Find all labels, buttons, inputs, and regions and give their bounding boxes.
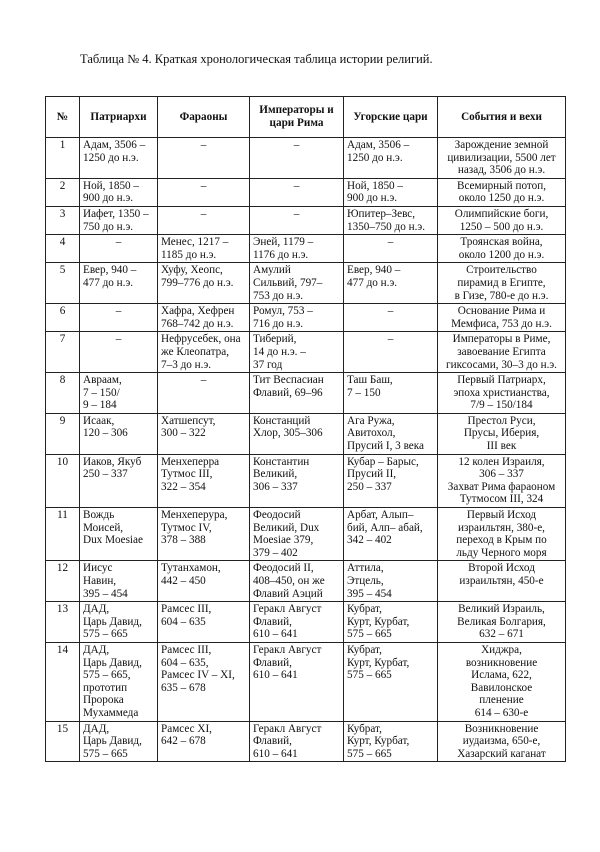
cell-events: Хиджра, возникновение Ислама, 622, Вавилонское пленение 614 – 630-е [438, 642, 566, 721]
table-caption: Таблица № 4. Краткая хронологическая таблица истории религий. [80, 52, 433, 66]
table-row [46, 263, 566, 304]
row-number: 12 [46, 561, 80, 602]
row-number: 14 [46, 642, 80, 721]
cell-events: Возникновение иудаизма, 650-е, Хазарский каганат [438, 721, 566, 762]
cell-events: Зарождение земной цивилизации, 5500 лет назад, 3506 до н.э. [438, 138, 566, 179]
cell-events: Строительство пирамид в Египте, в Гизе, 780-е до н.э. [438, 263, 566, 304]
cell-ugric-kings: Ной, 1850 – 900 до н.э. [344, 178, 438, 206]
cell-ugric-kings: Кубрат, Курт, Курбат, 575 – 665 [344, 642, 438, 721]
row-number: 15 [46, 721, 80, 762]
cell-events: Троянская война, около 1200 до н.э. [438, 235, 566, 263]
header-ugric-kings: Угорские цари [344, 97, 438, 138]
cell-emperors: Амулий Сильвий, 797– 753 до н.э. [250, 263, 344, 304]
cell-pharaohs: – [158, 373, 250, 414]
cell-ugric-kings: Евер, 940 – 477 до н.э. [344, 263, 438, 304]
table-row [46, 206, 566, 234]
cell-patriarchs: Авраам, 7 – 150/ 9 – 184 [80, 373, 158, 414]
cell-events: Олимпийские боги, 1250 – 500 до н.э. [438, 206, 566, 234]
table-row [46, 413, 566, 454]
cell-ugric-kings: – [344, 332, 438, 373]
table-row [46, 602, 566, 643]
cell-ugric-kings: Кубрат, Курт, Курбат, 575 – 665 [344, 602, 438, 643]
row-number: 11 [46, 508, 80, 561]
cell-emperors: Геракл Август Флавий, 610 – 641 [250, 642, 344, 721]
header-events: События и вехи [438, 97, 566, 138]
table-row [46, 642, 566, 721]
cell-patriarchs: – [80, 304, 158, 332]
table-row [46, 721, 566, 762]
cell-emperors: Феодосий II, 408–450, он же Флавий Аэций [250, 561, 344, 602]
cell-patriarchs: Адам, 3506 – 1250 до н.э. [80, 138, 158, 179]
cell-emperors: Константин Великий, 306 – 337 [250, 454, 344, 507]
cell-patriarchs: – [80, 332, 158, 373]
row-number: 10 [46, 454, 80, 507]
row-number: 6 [46, 304, 80, 332]
cell-pharaohs: Менес, 1217 – 1185 до н.э. [158, 235, 250, 263]
cell-patriarchs: Иаков, Якуб 250 – 337 [80, 454, 158, 507]
cell-pharaohs: – [158, 138, 250, 179]
table-row [46, 508, 566, 561]
cell-patriarchs: Вождь Моисей, Dux Moesiae [80, 508, 158, 561]
cell-pharaohs: Хатшепсут, 300 – 322 [158, 413, 250, 454]
table-header-row [46, 97, 566, 138]
cell-events: Престол Руси, Прусы, Иберия, III век [438, 413, 566, 454]
cell-ugric-kings: – [344, 235, 438, 263]
row-number: 5 [46, 263, 80, 304]
table-row [46, 178, 566, 206]
cell-pharaohs: Рамсес III, 604 – 635 [158, 602, 250, 643]
table-row [46, 138, 566, 179]
cell-ugric-kings: Юпитер–Зевс, 1350–750 до н.э. [344, 206, 438, 234]
cell-patriarchs: ДАД, Царь Давид, 575 – 665 [80, 721, 158, 762]
cell-pharaohs: – [158, 206, 250, 234]
cell-pharaohs: Менхеперра Тутмос III, 322 – 354 [158, 454, 250, 507]
cell-ugric-kings: Кубар – Барыс, Прусий II, 250 – 337 [344, 454, 438, 507]
cell-pharaohs: Рамсес III, 604 – 635, Рамсес IV – XI, 635 – 678 [158, 642, 250, 721]
row-number: 13 [46, 602, 80, 643]
cell-patriarchs: Исаак, 120 – 306 [80, 413, 158, 454]
header-emperors: Императоры и цари Рима [250, 97, 344, 138]
table-row [46, 304, 566, 332]
cell-events: Императоры в Риме, завоевание Египта гиксосами, 30–3 до н.э. [438, 332, 566, 373]
table-row [46, 561, 566, 602]
cell-events: Основание Рима и Мемфиса, 753 до н.э. [438, 304, 566, 332]
cell-pharaohs: Тутанхамон, 442 – 450 [158, 561, 250, 602]
cell-ugric-kings: Адам, 3506 – 1250 до н.э. [344, 138, 438, 179]
cell-patriarchs: ДАД, Царь Давид, 575 – 665 [80, 602, 158, 643]
cell-ugric-kings: Аттила, Этцель, 395 – 454 [344, 561, 438, 602]
cell-pharaohs: Рамсес XI, 642 – 678 [158, 721, 250, 762]
cell-events: Всемирный потоп, около 1250 до н.э. [438, 178, 566, 206]
cell-emperors: Тит Веспасиан Флавий, 69–96 [250, 373, 344, 414]
cell-patriarchs: Евер, 940 – 477 до н.э. [80, 263, 158, 304]
cell-patriarchs: – [80, 235, 158, 263]
table-row [46, 235, 566, 263]
table-row [46, 454, 566, 507]
cell-ugric-kings: Ага Ружа, Авитохол, Прусий I, 3 века [344, 413, 438, 454]
cell-ugric-kings: Кубрат, Курт, Курбат, 575 – 665 [344, 721, 438, 762]
row-number: 4 [46, 235, 80, 263]
cell-events: Второй Исход израильтян, 450-е [438, 561, 566, 602]
header-pharaohs: Фараоны [158, 97, 250, 138]
cell-emperors: Феодосий Великий, Dux Moesiae 379, 379 – 402 [250, 508, 344, 561]
row-number: 7 [46, 332, 80, 373]
cell-patriarchs: Ной, 1850 – 900 до н.э. [80, 178, 158, 206]
cell-patriarchs: Иисус Навин, 395 – 454 [80, 561, 158, 602]
cell-pharaohs: Хафра, Хефрен 768–742 до н.э. [158, 304, 250, 332]
cell-pharaohs: Нефрусебек, она же Клеопатра, 7–3 до н.э. [158, 332, 250, 373]
cell-pharaohs: – [158, 178, 250, 206]
cell-emperors: Эней, 1179 – 1176 до н.э. [250, 235, 344, 263]
header-number: № [46, 97, 80, 138]
row-number: 9 [46, 413, 80, 454]
header-patriarchs: Патриархи [80, 97, 158, 138]
cell-emperors: – [250, 138, 344, 179]
row-number: 2 [46, 178, 80, 206]
cell-events: 12 колен Израиля, 306 – 337 Захват Рима фараоном Тутмосом III, 324 [438, 454, 566, 507]
table-row [46, 332, 566, 373]
cell-emperors: Геракл Август Флавий, 610 – 641 [250, 602, 344, 643]
cell-ugric-kings: – [344, 304, 438, 332]
row-number: 3 [46, 206, 80, 234]
cell-ugric-kings: Арбат, Алып– бий, Алп– абай, 342 – 402 [344, 508, 438, 561]
cell-emperors: – [250, 206, 344, 234]
row-number: 8 [46, 373, 80, 414]
cell-emperors: Констанций Хлор, 305–306 [250, 413, 344, 454]
cell-ugric-kings: Таш Баш, 7 – 150 [344, 373, 438, 414]
cell-pharaohs: Хуфу, Хеопс, 799–776 до н.э. [158, 263, 250, 304]
cell-emperors: – [250, 178, 344, 206]
cell-patriarchs: ДАД, Царь Давид, 575 – 665, прототип Пророка Мухаммеда [80, 642, 158, 721]
cell-pharaohs: Менхеперура, Тутмос IV, 378 – 388 [158, 508, 250, 561]
cell-events: Великий Израиль, Великая Болгария, 632 – 671 [438, 602, 566, 643]
cell-events: Первый Исход израильтян, 380-е, переход в Крым по льду Черного моря [438, 508, 566, 561]
cell-emperors: Ромул, 753 – 716 до н.э. [250, 304, 344, 332]
row-number: 1 [46, 138, 80, 179]
chronology-table [45, 96, 566, 762]
cell-patriarchs: Иафет, 1350 – 750 до н.э. [80, 206, 158, 234]
table-row [46, 373, 566, 414]
cell-emperors: Тиберий, 14 до н.э. – 37 год [250, 332, 344, 373]
cell-events: Первый Патриарх, эпоха христианства, 7/9 – 150/184 [438, 373, 566, 414]
cell-emperors: Геракл Август Флавий, 610 – 641 [250, 721, 344, 762]
